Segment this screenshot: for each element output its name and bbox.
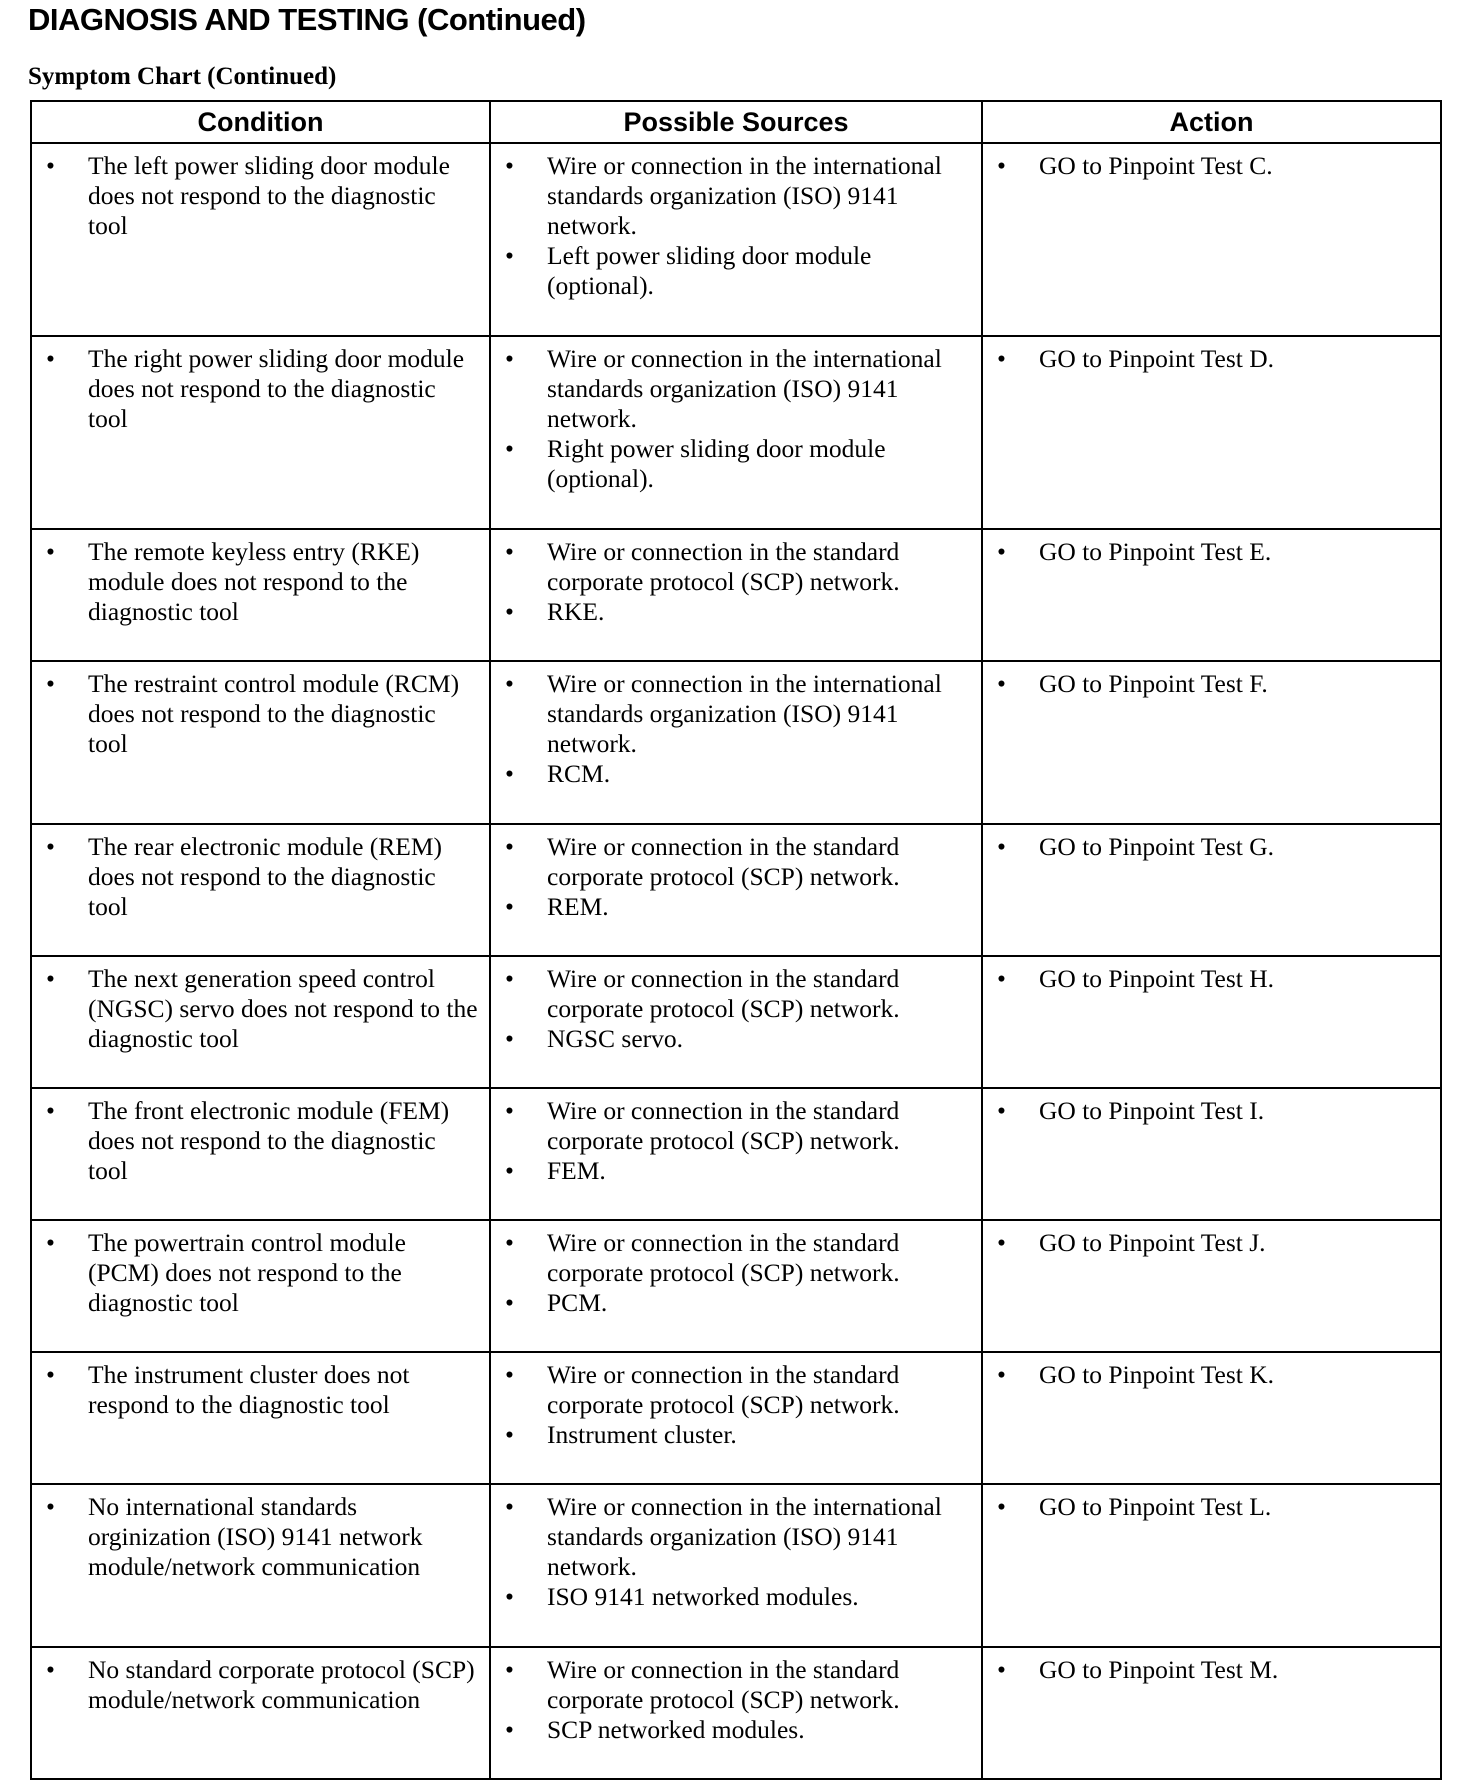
possible-source-item: • Instrument cluster. [499, 1420, 973, 1450]
column-header-action: Action [982, 101, 1441, 143]
possible-source-item: • RCM. [499, 759, 973, 789]
action-cell [982, 661, 1441, 824]
condition-text: • The next generation speed control (NGSC) servo does not respond to the diagnostic tool [40, 964, 481, 1054]
condition-cell [31, 336, 490, 529]
condition-cell [31, 143, 490, 336]
table-body [31, 143, 1441, 1779]
possible-source-item: • Left power sliding door module (optional). [499, 241, 973, 301]
table-row [31, 336, 1441, 529]
condition-cell [31, 824, 490, 956]
table-row [31, 661, 1441, 824]
action-text: • GO to Pinpoint Test C. [991, 151, 1432, 181]
action-text: • GO to Pinpoint Test H. [991, 964, 1432, 994]
chart-subtitle: Symptom Chart (Continued) [28, 63, 337, 90]
possible-source-item: • Wire or connection in the international standards organization (ISO) 9141 network. [499, 151, 973, 241]
possible-source-item: • RKE. [499, 597, 973, 627]
table-row [31, 1647, 1441, 1779]
symptom-chart-table [30, 100, 1442, 1780]
condition-text: • The rear electronic module (REM) does not respond to the diagnostic tool [40, 832, 481, 922]
action-cell [982, 824, 1441, 956]
table-row [31, 824, 1441, 956]
action-cell [982, 956, 1441, 1088]
possible-source-item: • Wire or connection in the standard corporate protocol (SCP) network. [499, 832, 973, 892]
table-row [31, 1352, 1441, 1484]
possible-sources-cell [490, 1088, 982, 1220]
condition-text: • The remote keyless entry (RKE) module does not respond to the diagnostic tool [40, 537, 481, 627]
possible-sources-cell [490, 661, 982, 824]
possible-source-item: • Wire or connection in the standard corporate protocol (SCP) network. [499, 1655, 973, 1715]
action-text: • GO to Pinpoint Test E. [991, 537, 1432, 567]
action-cell [982, 1220, 1441, 1352]
table-row [31, 1088, 1441, 1220]
action-cell [982, 143, 1441, 336]
condition-text: • The right power sliding door module does not respond to the diagnostic tool [40, 344, 481, 434]
action-text: • GO to Pinpoint Test G. [991, 832, 1432, 862]
possible-source-item: • SCP networked modules. [499, 1715, 973, 1745]
possible-sources-cell [490, 824, 982, 956]
possible-source-item: • ISO 9141 networked modules. [499, 1582, 973, 1612]
possible-source-item: • Wire or connection in the standard corporate protocol (SCP) network. [499, 537, 973, 597]
condition-text: • The powertrain control module (PCM) does not respond to the diagnostic tool [40, 1228, 481, 1318]
possible-source-item: • Wire or connection in the international standards organization (ISO) 9141 network. [499, 669, 973, 759]
action-text: • GO to Pinpoint Test D. [991, 344, 1432, 374]
possible-sources-cell [490, 1484, 982, 1647]
possible-source-item: • Wire or connection in the standard corporate protocol (SCP) network. [499, 964, 973, 1024]
possible-source-item: • NGSC servo. [499, 1024, 973, 1054]
condition-text: • The left power sliding door module does not respond to the diagnostic tool [40, 151, 481, 241]
table-row [31, 1484, 1441, 1647]
condition-text: • No international standards orginization (ISO) 9141 network module/network communication [40, 1492, 481, 1582]
condition-cell [31, 529, 490, 661]
action-text: • GO to Pinpoint Test L. [991, 1492, 1432, 1522]
action-cell [982, 1352, 1441, 1484]
table-row [31, 956, 1441, 1088]
action-cell [982, 529, 1441, 661]
condition-cell [31, 956, 490, 1088]
action-cell [982, 1484, 1441, 1647]
action-text: • GO to Pinpoint Test F. [991, 669, 1432, 699]
condition-cell [31, 1220, 490, 1352]
action-cell [982, 1647, 1441, 1779]
action-cell [982, 1088, 1441, 1220]
action-text: • GO to Pinpoint Test K. [991, 1360, 1432, 1390]
possible-source-item: • Wire or connection in the standard corporate protocol (SCP) network. [499, 1360, 973, 1420]
condition-cell [31, 661, 490, 824]
possible-sources-cell [490, 143, 982, 336]
action-text: • GO to Pinpoint Test I. [991, 1096, 1432, 1126]
table-header-row [31, 101, 1441, 143]
condition-text: • The restraint control module (RCM) does not respond to the diagnostic tool [40, 669, 481, 759]
table-row [31, 143, 1441, 336]
column-header-possible-sources: Possible Sources [490, 101, 982, 143]
table-row [31, 529, 1441, 661]
condition-text: • The instrument cluster does not respond to the diagnostic tool [40, 1360, 481, 1420]
action-text: • GO to Pinpoint Test M. [991, 1655, 1432, 1685]
page-title: DIAGNOSIS AND TESTING (Continued) [28, 2, 586, 37]
condition-cell [31, 1352, 490, 1484]
possible-source-item: • Wire or connection in the standard corporate protocol (SCP) network. [499, 1228, 973, 1288]
table-row [31, 1220, 1441, 1352]
possible-sources-cell [490, 336, 982, 529]
condition-cell [31, 1484, 490, 1647]
condition-cell [31, 1647, 490, 1779]
possible-sources-cell [490, 1352, 982, 1484]
column-header-condition: Condition [31, 101, 490, 143]
possible-source-item: • FEM. [499, 1156, 973, 1186]
possible-sources-cell [490, 1647, 982, 1779]
possible-source-item: • PCM. [499, 1288, 973, 1318]
possible-source-item: • Right power sliding door module (optional). [499, 434, 973, 494]
possible-source-item: • Wire or connection in the standard corporate protocol (SCP) network. [499, 1096, 973, 1156]
possible-source-item: • Wire or connection in the international standards organization (ISO) 9141 network. [499, 1492, 973, 1582]
possible-sources-cell [490, 1220, 982, 1352]
condition-cell [31, 1088, 490, 1220]
condition-text: • No standard corporate protocol (SCP) module/network communication [40, 1655, 481, 1715]
possible-source-item: • Wire or connection in the international standards organization (ISO) 9141 network. [499, 344, 973, 434]
possible-sources-cell [490, 956, 982, 1088]
possible-source-item: • REM. [499, 892, 973, 922]
possible-sources-cell [490, 529, 982, 661]
action-cell [982, 336, 1441, 529]
action-text: • GO to Pinpoint Test J. [991, 1228, 1432, 1258]
condition-text: • The front electronic module (FEM) does not respond to the diagnostic tool [40, 1096, 481, 1186]
